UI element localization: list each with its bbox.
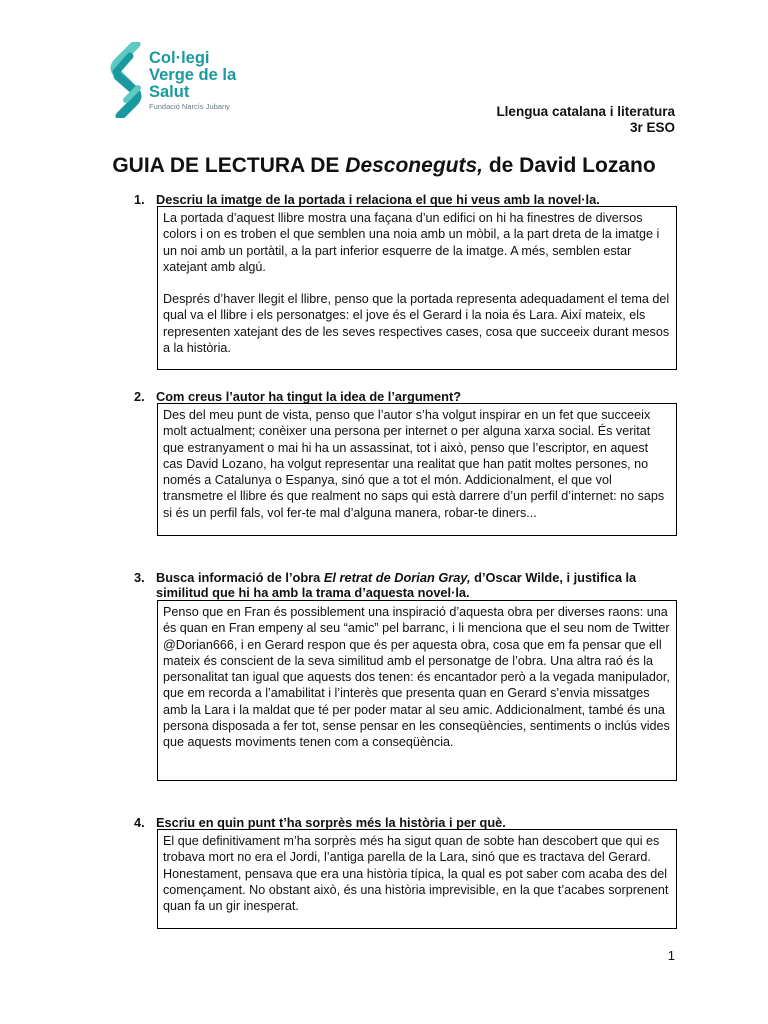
question-text: Descriu la imatge de la portada i relaciona el que hi veus amb la novel·la. <box>156 192 600 207</box>
answer-box-3[interactable] <box>157 600 677 781</box>
answer-paragraph: Penso que en Fran és possiblement una inspiració d’aquesta obra per diverses raons: una és quan en Fran empeny al seu “amic” pel barranc, i li menciona que el seu nom de Twitter @Dorian666, i en Gerard respon que és per aquesta obra, cosa que em fa pensar que ell mateix és conscient de la seva similitud amb el personatge de l’obra. Una altra raó és la personalitat tan igual que aquests dos tenen: és encantador però a la vegada manipulador, que em recorda a l’amabilitat i l’interès que presenta quan en Gerard s’envia missatges amb la Lara i la maldat que té per poder matar al seu amic. Addicionalment, també és una persona disposada a fer tot, sense pensar en les conseqüències, sentiments o inclús vides que aquests moviments tenen com a conseqüència. <box>163 605 670 750</box>
title-book: Desconeguts, <box>345 154 483 177</box>
answer-box-4[interactable] <box>157 829 677 929</box>
question-number: 4. <box>134 815 145 830</box>
foundation-name: Fundació Narcís Jubany <box>149 102 230 111</box>
title-suffix: de David Lozano <box>482 154 656 177</box>
page-title <box>0 154 768 178</box>
grade-level: 3r ESO <box>629 120 675 135</box>
question-text: Escriu en quin punt t’ha sorprès més la història i per què. <box>156 815 506 830</box>
answer-paragraph: El que definitivament m’ha sorprès més ha sigut quan de sobte han descobert que qui es trobava mort no era el Jordi, l’antiga parella de la Lara, sinó que es tractava del Gerard. Honestament, pensava que era una història típica, la qual es pot saber com acaba des del començament. No obstant això, és una història imprevisible, en la que t’acabes sorprenent quan fa un gir inesperat. <box>163 834 669 914</box>
question-text: Com creus l’autor ha tingut la idea de l’argument? <box>156 389 462 404</box>
page-number: 1 <box>667 948 675 963</box>
school-name-line2: Verge de la <box>149 66 237 84</box>
school-logo <box>108 42 248 118</box>
question-text-b: d’Oscar Wilde, i justifica la similitud que hi ha amb la trama d’aquesta novel·la. <box>156 570 637 600</box>
question-text-a: Busca informació de l’obra <box>156 570 324 585</box>
answer-paragraph: Des del meu punt de vista, penso que l’autor s’ha volgut inspirar en un fet que succeeix molt actualment; conèixer una persona per internet o per alguna xarxa social. És veritat que estranyament o mai hi ha un assassinat, tot i això, penso que l’escriptor, en aquest cas David Lozano, ha volgut representar una realitat que han patit moltes persones, no només a Catalunya o Espanya, sinó que a tot el món. Addicionalment, el que vol transmetre el llibre és que realment no saps qui està darrere d’un perfil d’internet: no saps si és un perfil fals, vol fer-te mal d’alguna manera, robar-te diners... <box>163 408 665 520</box>
school-name-line3: Salut <box>149 83 190 101</box>
school-name-line1: Col·legi <box>149 49 210 67</box>
answer-paragraph: Després d’haver llegit el llibre, penso que la portada representa adequadament el tema del qual va el llibre i els personatges: el jove és el Gerard i la noia és Lara. Així mateix, els representen xatejant des de les seves respectives cases, cosa que succeeix durant mesos a la història. <box>163 292 670 356</box>
question-number: 3. <box>134 570 145 585</box>
question-number: 2. <box>134 389 145 404</box>
answer-paragraph: La portada d’aquest llibre mostra una façana d’un edifici on hi ha finestres de diversos colors i on es troben el que semblen una noia amb un mòbil, a la part dreta de la imatge i un noi amb un portàtil, a la part inferior esquerre de la imatge. A més, semblen estar xatejant amb algú. <box>163 211 660 274</box>
question-number: 1. <box>134 192 145 207</box>
answer-box-1[interactable] <box>157 206 677 370</box>
question-text-italic: El retrat de Dorian Gray, <box>323 570 471 585</box>
title-prefix: GUIA DE LECTURA DE <box>112 154 346 177</box>
subject-name: Llengua catalana i literatura <box>496 104 675 119</box>
answer-box-2[interactable] <box>157 403 677 536</box>
question-text <box>156 570 681 600</box>
school-emblem-icon <box>108 42 148 118</box>
school-name <box>149 50 236 101</box>
subject-header <box>496 104 675 136</box>
